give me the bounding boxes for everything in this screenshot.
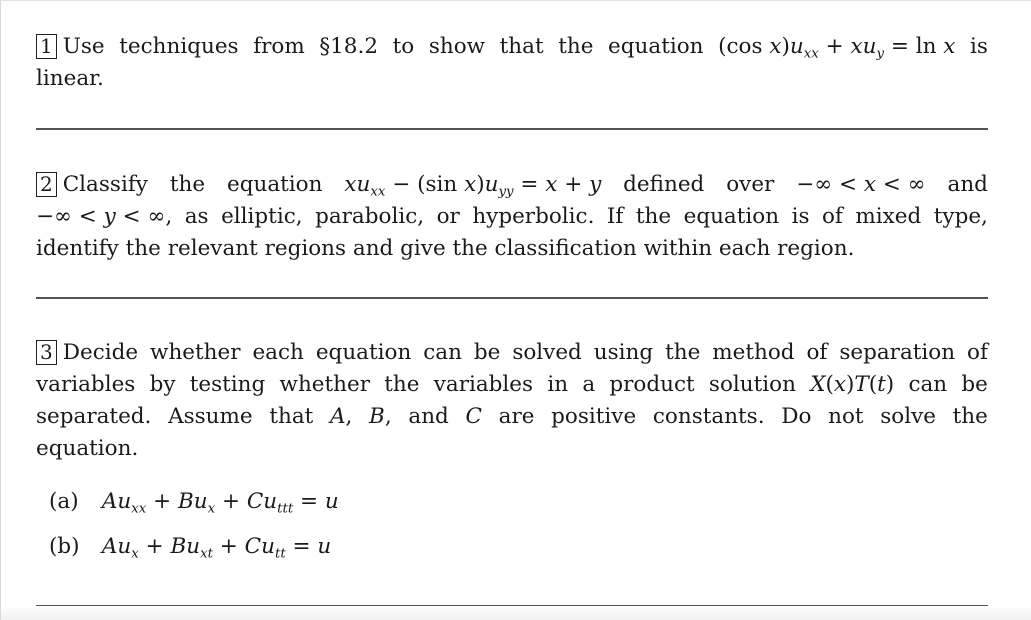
problem-2-line-1: 2 Classify the equation $xu_{xx} - (\sin$ $x)u_{yy} = x + y$ defined over −∞ < x < ∞ and	[36, 169, 988, 201]
problem-3-line-1: 3 Decide whether each equation can be solved using the method of separation of	[36, 337, 988, 369]
word: §18.2	[319, 34, 378, 59]
word: from	[253, 34, 305, 59]
separator-rule	[36, 297, 988, 299]
part-a	[49, 486, 339, 518]
problem-1-equation: (cos $x)u_{xx} + xu_y = \ln x$	[718, 34, 956, 62]
word: techniques	[119, 34, 239, 59]
problem-number-box: 3	[36, 340, 57, 365]
problem-2-domain-x: −∞ < x < ∞	[796, 172, 926, 197]
word: to	[392, 34, 415, 59]
problem-2-line-3: identify the relevant regions and give the classification within each region.	[36, 236, 855, 261]
word: the	[558, 34, 594, 59]
problem-3-lead: 3 Decide	[36, 337, 138, 369]
problem-1-line-2: linear.	[36, 66, 104, 91]
part-label: (a)	[49, 489, 79, 514]
problem-2-line-2: −∞ < y < ∞, as elliptic, parabolic, or hyperbolic. If the equation is of mixed type,	[36, 204, 988, 229]
word: is	[970, 34, 988, 59]
problem-2	[36, 169, 988, 265]
problem-number-box: 2	[36, 172, 57, 197]
problem-number-box: 1	[36, 34, 57, 59]
word: equation	[608, 34, 704, 59]
problem-3-line-3: separated. Assume that A, B, and C are positive constants. Do not solve the	[36, 404, 988, 429]
separator-rule	[36, 128, 988, 130]
word: that	[499, 34, 544, 59]
page-bottom-shade	[1, 606, 1031, 620]
problem-3	[36, 337, 988, 465]
problem-3-line-4: equation.	[36, 436, 139, 461]
product-solution: X(x)T(t)	[810, 372, 895, 397]
problem-1-line-1	[36, 31, 988, 63]
problem-2-lead: 2 Classify	[36, 169, 148, 201]
problem-3-line-2: variables by testing whether the variables in a product solution X(x)T(t) can be	[36, 369, 988, 401]
part-b	[49, 531, 331, 563]
problem-1-lead	[36, 31, 105, 63]
problem-1	[36, 31, 988, 95]
part-a-equation: $Au_{xx} + Bu_x + Cu_{ttt} = u$	[101, 489, 339, 517]
word: Use	[62, 34, 105, 59]
part-label: (b)	[49, 534, 80, 559]
problem-2-equation: $xu_{xx} - (\sin$ $x)u_{yy} = x + y$	[344, 172, 602, 200]
word: show	[428, 34, 486, 59]
part-b-equation: $Au_x + Bu_{xt} + Cu_{tt} = u$	[101, 534, 332, 562]
